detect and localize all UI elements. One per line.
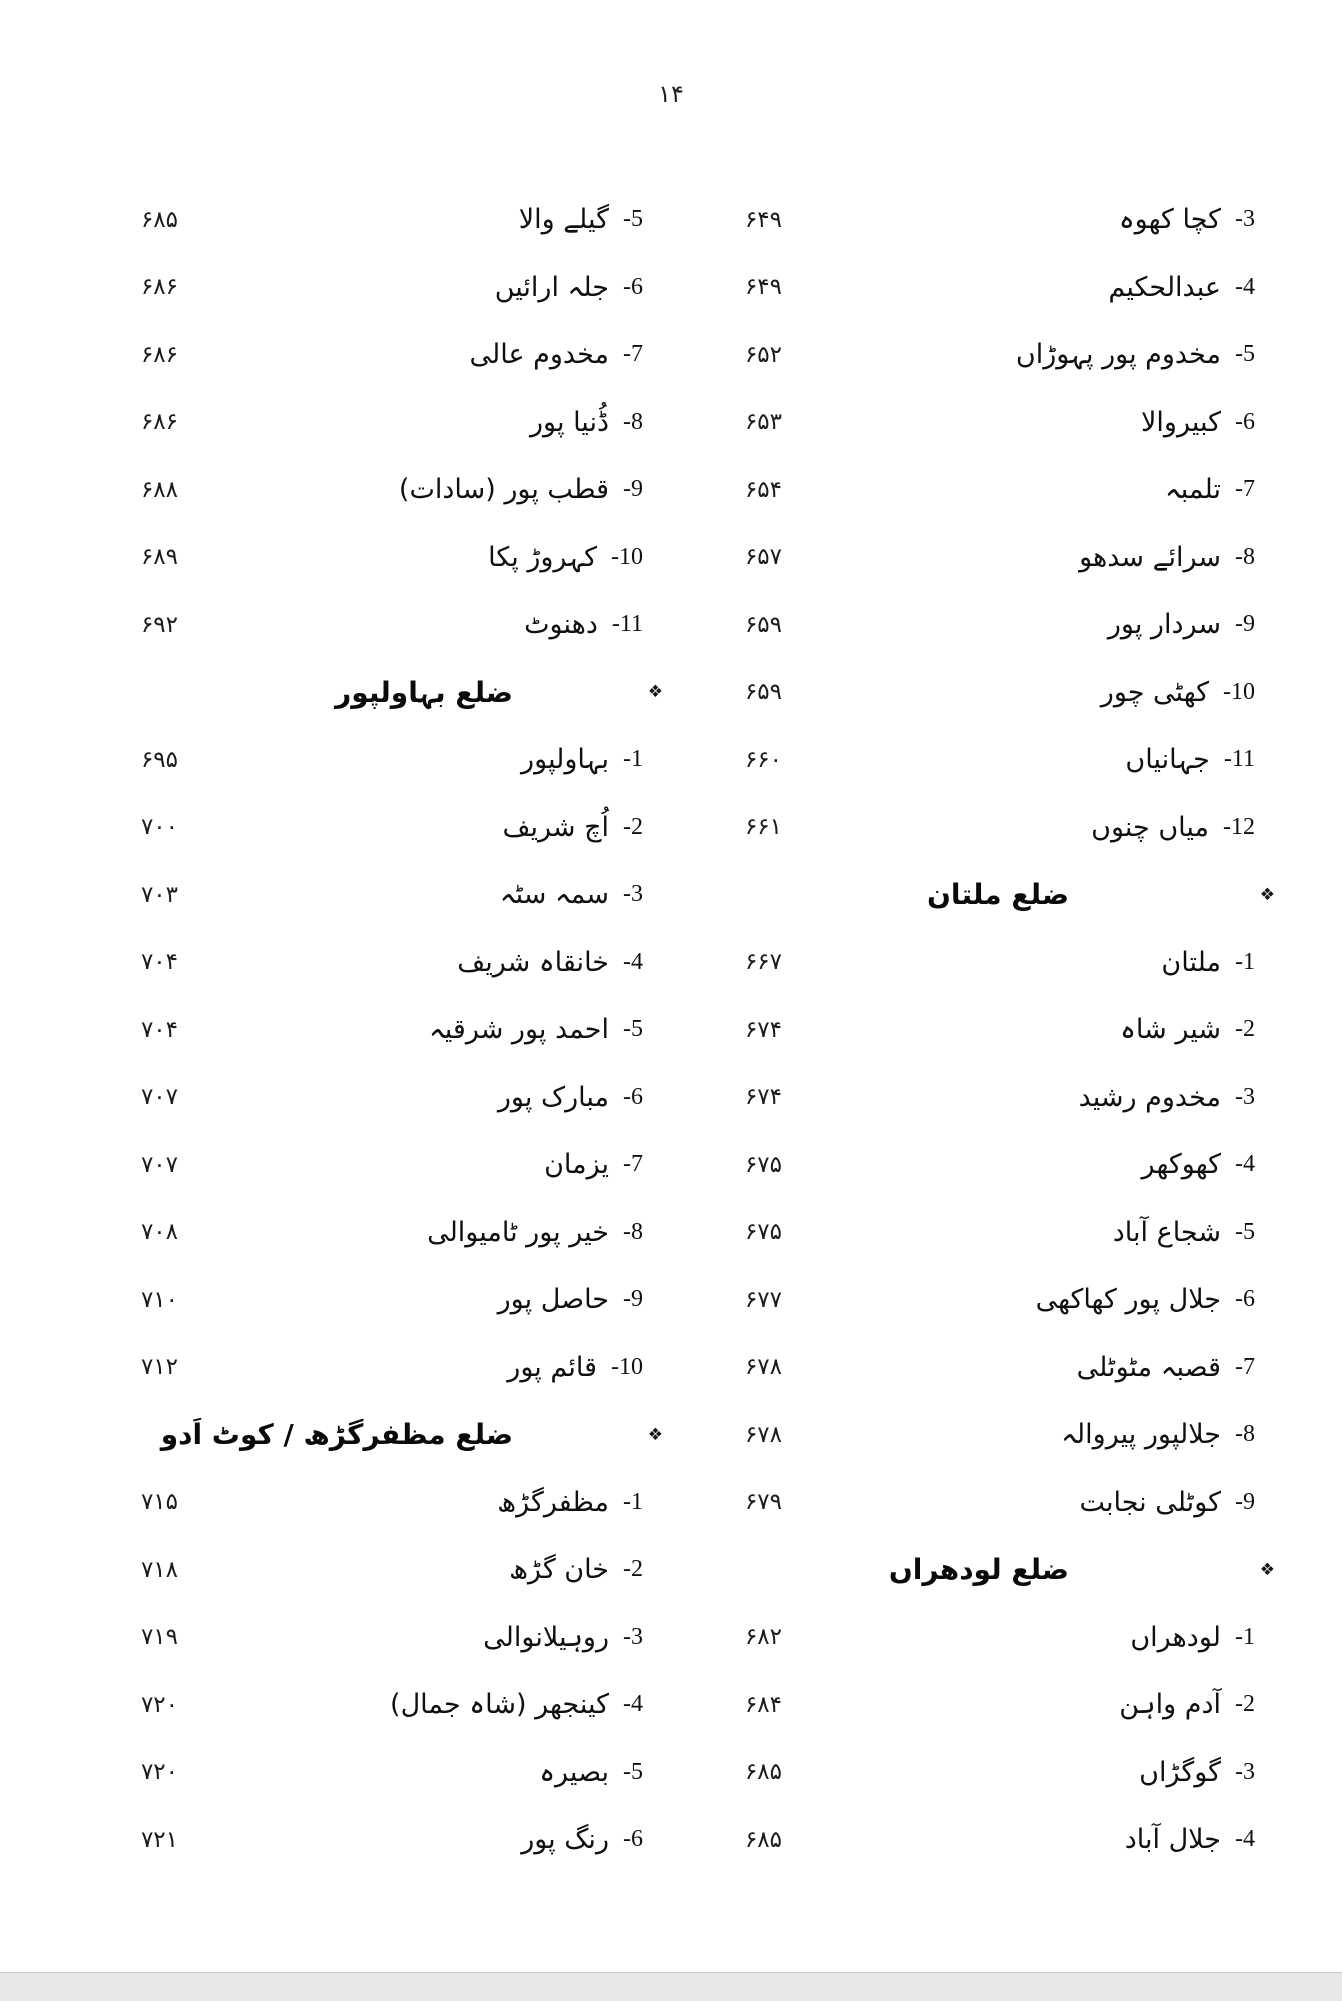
entry-serial: 8- xyxy=(1235,543,1255,570)
entry-serial: 4- xyxy=(1235,1826,1255,1853)
entry-serial: 6- xyxy=(623,1083,643,1110)
entry-serial: 10- xyxy=(611,1353,643,1380)
toc-entry xyxy=(211,794,643,862)
toc-entry xyxy=(835,1064,1255,1132)
entry-serial: 7- xyxy=(1235,476,1255,503)
entry-name: اُچ شریف xyxy=(502,811,609,843)
entry-name: قصبہ مٹوٹلی xyxy=(1076,1351,1221,1383)
entry-name: مبارک پور xyxy=(497,1081,609,1113)
toc-entry xyxy=(211,1131,643,1199)
page-number: ۶۵۲ xyxy=(744,341,782,368)
toc-entry xyxy=(835,1334,1255,1402)
entry-serial: 9- xyxy=(1235,611,1255,638)
page-number xyxy=(698,1536,782,1604)
toc-entry xyxy=(211,996,643,1064)
entry-serial: 1- xyxy=(623,746,643,773)
entry-serial: 9- xyxy=(623,1286,643,1313)
entry-name: دھنوٹ xyxy=(524,609,598,641)
page-number: ۷۱۰ xyxy=(140,1286,178,1313)
entry-name: تلمبہ xyxy=(1164,474,1221,506)
page-number: ۶۸۵ xyxy=(140,206,178,233)
entry-name: مخدوم پور پہوڑاں xyxy=(1015,339,1221,371)
page-number: ۷۲۰ xyxy=(140,1759,178,1786)
entry-name: جلال آباد xyxy=(1124,1824,1221,1856)
toc-entry xyxy=(835,1739,1255,1807)
page-number: ۷۱۲ xyxy=(140,1354,178,1381)
toc-entry xyxy=(211,456,643,524)
entry-name: کھوکھر xyxy=(1141,1149,1221,1181)
page-number: ۶۸۴ xyxy=(744,1691,782,1718)
page-number-label: ۱۴ xyxy=(658,80,684,108)
toc-entry xyxy=(835,1199,1255,1267)
entry-name: شیر شاہ xyxy=(1120,1014,1221,1046)
entry-name: خیر پور ٹامیوالی xyxy=(427,1216,609,1248)
page-number: ۷۱۸ xyxy=(140,1556,178,1583)
page-number: ۶۹۵ xyxy=(140,746,178,773)
page-number: ۶۵۳ xyxy=(744,409,782,436)
toc-entry xyxy=(211,591,643,659)
toc-entry xyxy=(211,389,643,457)
page-number: ۷۰۸ xyxy=(140,1219,178,1246)
left-column-page-numbers xyxy=(58,186,178,1874)
entry-serial: 5- xyxy=(1235,1218,1255,1245)
entry-serial: 4- xyxy=(1235,1151,1255,1178)
entry-serial: 9- xyxy=(623,476,643,503)
toc-entry xyxy=(835,254,1255,322)
page-number: ۶۸۵ xyxy=(744,1826,782,1853)
entry-name: گوگڑاں xyxy=(1139,1756,1221,1788)
toc-entry xyxy=(835,726,1255,794)
entry-serial: 4- xyxy=(623,1691,643,1718)
page-number: ۶۷۴ xyxy=(744,1084,782,1111)
entry-name: یزمان xyxy=(544,1149,609,1181)
entry-name: قطب پور (سادات) xyxy=(398,474,609,506)
entry-name: کبیروالا xyxy=(1141,406,1221,438)
entry-serial: 10- xyxy=(1223,678,1255,705)
entry-serial: 3- xyxy=(1235,1758,1255,1785)
toc-entry xyxy=(211,1536,643,1604)
entry-name: روہیلانوالی xyxy=(483,1621,609,1653)
entry-serial: 1- xyxy=(1235,948,1255,975)
toc-entry xyxy=(211,929,643,997)
page-number: ۷۱۹ xyxy=(140,1624,178,1651)
entry-name: حاصل پور xyxy=(497,1284,609,1316)
section-bullet-icon: ❖ xyxy=(647,682,663,703)
page-number: ۶۵۷ xyxy=(744,544,782,571)
page-number: ۶۴۹ xyxy=(744,274,782,301)
entry-serial: 2- xyxy=(623,1556,643,1583)
toc-entry xyxy=(211,1604,643,1672)
page-number: ۶۸۶ xyxy=(140,341,178,368)
entry-serial: 5- xyxy=(623,1016,643,1043)
page-number xyxy=(58,659,178,727)
page-number: ۶۷۸ xyxy=(744,1354,782,1381)
entry-name: بہاولپور xyxy=(521,744,609,776)
toc-entry xyxy=(835,456,1255,524)
toc-entry xyxy=(211,726,643,794)
entry-name: کوٹلی نجابت xyxy=(1079,1486,1221,1518)
section-title: ضلع مظفرگڑھ / کوٹ اَدو xyxy=(160,1418,513,1452)
section-heading xyxy=(835,1536,1275,1604)
entry-name: سمہ سٹہ xyxy=(499,879,609,911)
toc-entry xyxy=(835,1131,1255,1199)
section-heading xyxy=(160,1401,663,1469)
page-number: ۷۲۱ xyxy=(140,1826,178,1853)
toc-entry xyxy=(211,1266,643,1334)
entry-name: بصیرہ xyxy=(539,1756,609,1788)
page-number: ۷۲۰ xyxy=(140,1691,178,1718)
toc-entry xyxy=(835,389,1255,457)
entry-serial: 1- xyxy=(1235,1623,1255,1650)
page-number: ۶۷۵ xyxy=(744,1219,782,1246)
page-number: ۶۵۹ xyxy=(744,611,782,638)
entry-serial: 6- xyxy=(623,1826,643,1853)
entry-serial: 5- xyxy=(1235,341,1255,368)
entry-name: لودھراں xyxy=(1130,1621,1221,1653)
entry-serial: 4- xyxy=(623,948,643,975)
page-number: ۶۷۹ xyxy=(744,1489,782,1516)
toc-entry xyxy=(835,996,1255,1064)
toc-entry xyxy=(835,929,1255,997)
entry-name: ملتان xyxy=(1161,946,1221,978)
entry-name: کچا کھوہ xyxy=(1118,204,1221,236)
entry-name: کھٹی چور xyxy=(1100,676,1209,708)
page-number: ۷۰۰ xyxy=(140,814,178,841)
page-number: ۶۵۹ xyxy=(744,679,782,706)
toc-entry xyxy=(835,1671,1255,1739)
page-number: ۶۹۲ xyxy=(140,611,178,638)
section-heading xyxy=(835,861,1275,929)
entry-serial: 9- xyxy=(1235,1488,1255,1515)
entry-name: کہروڑ پکا xyxy=(488,541,597,573)
section-heading xyxy=(211,659,663,727)
page-number xyxy=(698,861,782,929)
entry-serial: 6- xyxy=(1235,408,1255,435)
page-number: ۷۰۷ xyxy=(140,1084,178,1111)
entry-name: قائم پور xyxy=(507,1351,597,1383)
toc-entry xyxy=(835,1806,1255,1874)
page-number: ۶۸۶ xyxy=(140,409,178,436)
entry-serial: 7- xyxy=(623,341,643,368)
page-number: ۶۶۱ xyxy=(744,814,782,841)
entry-serial: 3- xyxy=(1235,206,1255,233)
entry-serial: 12- xyxy=(1223,813,1255,840)
entry-name: رنگ پور xyxy=(521,1824,609,1856)
entry-name: مخدوم عالی xyxy=(469,339,609,371)
page-number: ۶۶۷ xyxy=(744,949,782,976)
toc-entry xyxy=(835,794,1255,862)
entry-name: آدم واہن xyxy=(1119,1689,1221,1721)
entry-name: مظفرگڑھ xyxy=(497,1486,609,1518)
entry-serial: 5- xyxy=(623,206,643,233)
entry-name: مخدوم رشید xyxy=(1078,1081,1221,1113)
page-number: ۶۷۸ xyxy=(744,1421,782,1448)
section-bullet-icon: ❖ xyxy=(1259,884,1275,905)
entry-serial: 7- xyxy=(1235,1353,1255,1380)
entry-name: عبدالحکیم xyxy=(1108,271,1221,303)
page-number: ۶۷۵ xyxy=(744,1151,782,1178)
entry-name: ڈُنیا پور xyxy=(530,406,609,438)
entry-serial: 8- xyxy=(623,408,643,435)
toc-entry xyxy=(211,1469,643,1537)
entry-name: سردار پور xyxy=(1107,609,1221,641)
entry-serial: 7- xyxy=(623,1151,643,1178)
entry-name: کینجھر (شاہ جمال) xyxy=(390,1689,609,1721)
entry-serial: 8- xyxy=(1235,1421,1255,1448)
entry-name: جلہ ارائیں xyxy=(494,271,609,303)
entry-name: جہانیاں xyxy=(1125,744,1210,776)
section-title: ضلع ملتان xyxy=(927,878,1069,912)
entry-name: میاں چنوں xyxy=(1091,811,1209,843)
right-column-entries xyxy=(835,186,1275,1874)
entry-name: گیلے والا xyxy=(518,204,609,236)
entry-serial: 6- xyxy=(1235,1286,1255,1313)
page-number: ۷۰۴ xyxy=(140,1016,178,1043)
toc-entry xyxy=(211,1739,643,1807)
page-number: ۶۸۹ xyxy=(140,544,178,571)
toc-entry xyxy=(211,861,643,929)
right-column-page-numbers xyxy=(698,186,782,1874)
page-number: ۷۰۴ xyxy=(140,949,178,976)
page-number: ۷۱۵ xyxy=(140,1489,178,1516)
page-number: ۶۸۶ xyxy=(140,274,178,301)
toc-entry xyxy=(835,1604,1255,1672)
entry-name: احمد پور شرقیہ xyxy=(428,1014,609,1046)
entry-serial: 2- xyxy=(623,813,643,840)
entry-name: سرائے سدھو xyxy=(1079,541,1221,573)
toc-entry xyxy=(211,524,643,592)
entry-serial: 4- xyxy=(1235,273,1255,300)
section-title: ضلع لودھراں xyxy=(888,1553,1069,1587)
entry-serial: 8- xyxy=(623,1218,643,1245)
entry-serial: 1- xyxy=(623,1488,643,1515)
entry-name: خانقاہ شریف xyxy=(457,946,609,978)
toc-entry xyxy=(211,1064,643,1132)
toc-entry xyxy=(211,1806,643,1874)
entry-name: خان گڑھ xyxy=(509,1554,609,1586)
page-number: ۶۴۹ xyxy=(744,206,782,233)
section-bullet-icon: ❖ xyxy=(647,1424,663,1445)
page-number: ۶۷۴ xyxy=(744,1016,782,1043)
toc-entry xyxy=(211,1199,643,1267)
toc-entry xyxy=(835,321,1255,389)
scan-bottom-edge xyxy=(0,1972,1342,2001)
page-number: ۶۷۷ xyxy=(744,1286,782,1313)
entry-serial: 3- xyxy=(623,1623,643,1650)
toc-entry xyxy=(835,591,1255,659)
toc-entry xyxy=(211,186,643,254)
entry-serial: 11- xyxy=(611,611,643,638)
entry-name: جلال پور کھاکھی xyxy=(1035,1284,1221,1316)
entry-name: جلالپور پیروالہ xyxy=(1061,1419,1221,1451)
toc-entry xyxy=(835,1401,1255,1469)
toc-entry xyxy=(211,321,643,389)
section-title: ضلع بہاولپور xyxy=(335,675,513,709)
page-number: ۶۸۵ xyxy=(744,1759,782,1786)
page-number: ۶۸۸ xyxy=(140,476,178,503)
section-bullet-icon: ❖ xyxy=(1259,1559,1275,1580)
entry-serial: 6- xyxy=(623,273,643,300)
entry-serial: 3- xyxy=(623,881,643,908)
left-column-entries xyxy=(160,186,663,1874)
page-number: ۶۵۴ xyxy=(744,476,782,503)
toc-entry xyxy=(211,1671,643,1739)
toc-entry xyxy=(211,254,643,322)
toc-entry xyxy=(835,1469,1255,1537)
toc-entry xyxy=(835,659,1255,727)
entry-serial: 3- xyxy=(1235,1083,1255,1110)
toc-entry xyxy=(835,524,1255,592)
entry-serial: 10- xyxy=(611,543,643,570)
page-number: ۷۰۳ xyxy=(140,881,178,908)
entry-serial: 2- xyxy=(1235,1016,1255,1043)
toc-entry xyxy=(835,1266,1255,1334)
toc-entry xyxy=(835,186,1255,254)
entry-serial: 11- xyxy=(1223,746,1255,773)
entry-name: شجاع آباد xyxy=(1112,1216,1221,1248)
entry-serial: 5- xyxy=(623,1758,643,1785)
page-number: ۶۶۰ xyxy=(744,746,782,773)
page-number: ۷۰۷ xyxy=(140,1151,178,1178)
toc-entry xyxy=(211,1334,643,1402)
page-number: ۶۸۲ xyxy=(744,1624,782,1651)
entry-serial: 2- xyxy=(1235,1691,1255,1718)
